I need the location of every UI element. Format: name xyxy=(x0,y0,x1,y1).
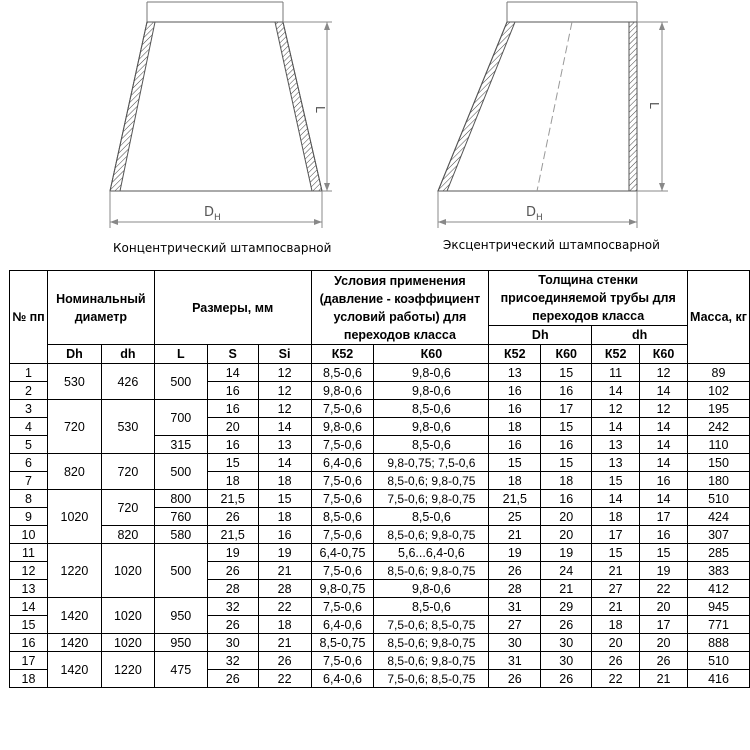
cell-mass: 307 xyxy=(688,526,750,544)
cell-mass: 195 xyxy=(688,400,750,418)
cell-dh: 1020 xyxy=(101,634,154,652)
concentric-diameter-label: $D_Н$ xyxy=(204,205,221,223)
cell-k60: 8,5-0,6 xyxy=(374,508,489,526)
cell-no: 11 xyxy=(10,544,48,562)
cell-k60: 8,5-0,6; 9,8-0,75 xyxy=(374,472,489,490)
cell-wall: 20 xyxy=(592,634,640,652)
concentric-length-label: L xyxy=(313,106,327,113)
cell-dh: 820 xyxy=(101,526,154,544)
cell-Si: 21 xyxy=(258,634,311,652)
cell-wall: 15 xyxy=(541,418,592,436)
cell-k52: 6,4-0,6 xyxy=(311,454,374,472)
cell-S: 21,5 xyxy=(207,490,258,508)
cell-k52: 8,5-0,6 xyxy=(311,508,374,526)
cell-mass: 180 xyxy=(688,472,750,490)
cell-wall: 21 xyxy=(541,580,592,598)
cell-no: 8 xyxy=(10,490,48,508)
header-no: № пп xyxy=(10,271,48,364)
cell-wall: 26 xyxy=(541,616,592,634)
cell-Dh: 1420 xyxy=(47,652,101,688)
cell-Si: 12 xyxy=(258,400,311,418)
cell-wall: 12 xyxy=(592,400,640,418)
cell-no: 4 xyxy=(10,418,48,436)
cell-Si: 14 xyxy=(258,418,311,436)
cell-Dh: 1420 xyxy=(47,634,101,652)
cell-k60: 9,8-0,6 xyxy=(374,382,489,400)
cell-wall: 21 xyxy=(592,598,640,616)
cell-dh: 720 xyxy=(101,454,154,490)
header-wall-dh-K60: К60 xyxy=(640,345,688,364)
table-row xyxy=(10,490,750,508)
cell-wall: 16 xyxy=(541,490,592,508)
cell-Dh: 720 xyxy=(47,400,101,454)
cell-wall: 13 xyxy=(592,454,640,472)
cell-Si: 28 xyxy=(258,580,311,598)
cell-wall: 29 xyxy=(541,598,592,616)
cell-dh: 1020 xyxy=(101,544,154,598)
header-wall-Dh-K60: К60 xyxy=(541,345,592,364)
cell-wall: 31 xyxy=(489,652,541,670)
cell-wall: 16 xyxy=(640,472,688,490)
table-row xyxy=(10,598,750,616)
cell-S: 19 xyxy=(207,544,258,562)
table-row xyxy=(10,634,750,652)
table-row xyxy=(10,364,750,382)
cell-k60: 8,5-0,6; 9,8-0,75 xyxy=(374,526,489,544)
cell-L: 760 xyxy=(154,508,207,526)
cell-wall: 11 xyxy=(592,364,640,382)
cell-k60: 9,8-0,6 xyxy=(374,580,489,598)
cell-L: 950 xyxy=(154,598,207,634)
cell-wall: 13 xyxy=(489,364,541,382)
header-wall-dh-K52: К52 xyxy=(592,345,640,364)
cell-k52: 7,5-0,6 xyxy=(311,400,374,418)
reducer-drawings xyxy=(0,0,750,270)
cell-wall: 30 xyxy=(541,634,592,652)
cell-S: 18 xyxy=(207,472,258,490)
table-row xyxy=(10,526,750,544)
cell-wall: 19 xyxy=(640,562,688,580)
cell-Si: 26 xyxy=(258,652,311,670)
cell-k60: 8,5-0,6; 9,8-0,75 xyxy=(374,634,489,652)
cell-wall: 17 xyxy=(541,400,592,418)
cell-k52: 7,5-0,6 xyxy=(311,652,374,670)
cell-k52: 9,8-0,75 xyxy=(311,580,374,598)
cell-wall: 21,5 xyxy=(489,490,541,508)
cell-S: 30 xyxy=(207,634,258,652)
cell-Si: 18 xyxy=(258,508,311,526)
cell-k60: 8,5-0,6 xyxy=(374,598,489,616)
cell-no: 7 xyxy=(10,472,48,490)
table-row xyxy=(10,454,750,472)
cell-Si: 13 xyxy=(258,436,311,454)
cell-k60: 7,5-0,6; 8,5-0,75 xyxy=(374,616,489,634)
cell-S: 16 xyxy=(207,436,258,454)
cell-wall: 13 xyxy=(592,436,640,454)
cell-L: 580 xyxy=(154,526,207,544)
cell-wall: 12 xyxy=(640,364,688,382)
header-L: L xyxy=(154,345,207,364)
cell-Si: 14 xyxy=(258,454,311,472)
eccentric-length-label: L xyxy=(647,102,661,109)
cell-no: 13 xyxy=(10,580,48,598)
cell-k60: 7,5-0,6; 8,5-0,75 xyxy=(374,670,489,688)
cell-L: 800 xyxy=(154,490,207,508)
cell-wall: 26 xyxy=(640,652,688,670)
header-K60: К60 xyxy=(374,345,489,364)
cell-wall: 14 xyxy=(640,490,688,508)
cell-S: 26 xyxy=(207,562,258,580)
cell-k52: 7,5-0,6 xyxy=(311,472,374,490)
cell-wall: 18 xyxy=(592,508,640,526)
table-row xyxy=(10,400,750,418)
cell-k60: 7,5-0,6; 9,8-0,75 xyxy=(374,490,489,508)
cell-k60: 8,5-0,6 xyxy=(374,400,489,418)
cell-S: 26 xyxy=(207,616,258,634)
reducer-spec-table xyxy=(9,270,750,688)
cell-Si: 21 xyxy=(258,562,311,580)
cell-k60: 9,8-0,6 xyxy=(374,364,489,382)
cell-k52: 6,4-0,75 xyxy=(311,544,374,562)
table-row xyxy=(10,544,750,562)
cell-mass: 150 xyxy=(688,454,750,472)
cell-wall: 17 xyxy=(592,526,640,544)
header-wall-Dh-K52: К52 xyxy=(489,345,541,364)
cell-L: 475 xyxy=(154,652,207,688)
cell-k52: 7,5-0,6 xyxy=(311,436,374,454)
cell-wall: 25 xyxy=(489,508,541,526)
cell-wall: 18 xyxy=(541,472,592,490)
cell-mass: 771 xyxy=(688,616,750,634)
cell-dh: 530 xyxy=(101,400,154,454)
cell-wall: 16 xyxy=(489,382,541,400)
header-S: S xyxy=(207,345,258,364)
cell-no: 6 xyxy=(10,454,48,472)
cell-Si: 22 xyxy=(258,598,311,616)
header-nominal-diameter: Номинальный диаметр xyxy=(47,271,154,345)
cell-Si: 18 xyxy=(258,472,311,490)
cell-dh: 1020 xyxy=(101,598,154,634)
cell-wall: 20 xyxy=(541,508,592,526)
header-dh: dh xyxy=(101,345,154,364)
cell-S: 21,5 xyxy=(207,526,258,544)
cell-mass: 416 xyxy=(688,670,750,688)
cell-wall: 27 xyxy=(489,616,541,634)
cell-wall: 30 xyxy=(541,652,592,670)
cell-Dh: 530 xyxy=(47,364,101,400)
cell-wall: 26 xyxy=(592,652,640,670)
cell-k52: 8,5-0,6 xyxy=(311,364,374,382)
cell-k60: 8,5-0,6; 9,8-0,75 xyxy=(374,652,489,670)
cell-wall: 21 xyxy=(640,670,688,688)
cell-no: 5 xyxy=(10,436,48,454)
cell-wall: 19 xyxy=(541,544,592,562)
cell-wall: 20 xyxy=(640,598,688,616)
cell-k52: 7,5-0,6 xyxy=(311,562,374,580)
cell-k52: 9,8-0,6 xyxy=(311,418,374,436)
cell-mass: 102 xyxy=(688,382,750,400)
header-conditions: Условия применения (давление - коэффициент условий работы) для переходов класса xyxy=(311,271,489,345)
cell-no: 15 xyxy=(10,616,48,634)
cell-mass: 424 xyxy=(688,508,750,526)
cell-mass: 510 xyxy=(688,490,750,508)
cell-wall: 14 xyxy=(592,490,640,508)
cell-no: 12 xyxy=(10,562,48,580)
cell-no: 16 xyxy=(10,634,48,652)
cell-S: 32 xyxy=(207,598,258,616)
cell-wall: 31 xyxy=(489,598,541,616)
cell-Si: 18 xyxy=(258,616,311,634)
cell-wall: 14 xyxy=(640,382,688,400)
cell-wall: 15 xyxy=(541,364,592,382)
cell-Dh: 820 xyxy=(47,454,101,490)
cell-L: 700 xyxy=(154,400,207,436)
header-wall-dh: dh xyxy=(592,326,688,345)
cell-wall: 22 xyxy=(592,670,640,688)
cell-wall: 15 xyxy=(541,454,592,472)
drawings-area xyxy=(0,0,750,270)
cell-wall: 16 xyxy=(541,436,592,454)
cell-wall: 17 xyxy=(640,616,688,634)
cell-L: 500 xyxy=(154,544,207,598)
cell-wall: 26 xyxy=(489,562,541,580)
cell-Si: 16 xyxy=(258,526,311,544)
cell-wall: 14 xyxy=(640,454,688,472)
header-wall: Толщина стенки присоединяемой трубы для переходов класса xyxy=(489,271,688,326)
cell-k60: 9,8-0,75; 7,5-0,6 xyxy=(374,454,489,472)
cell-wall: 12 xyxy=(640,400,688,418)
cell-no: 10 xyxy=(10,526,48,544)
cell-wall: 28 xyxy=(489,580,541,598)
cell-wall: 16 xyxy=(640,526,688,544)
cell-wall: 16 xyxy=(489,436,541,454)
cell-S: 15 xyxy=(207,454,258,472)
cell-k60: 8,5-0,6 xyxy=(374,436,489,454)
cell-wall: 30 xyxy=(489,634,541,652)
cell-no: 1 xyxy=(10,364,48,382)
cell-mass: 888 xyxy=(688,634,750,652)
cell-S: 26 xyxy=(207,508,258,526)
cell-wall: 24 xyxy=(541,562,592,580)
cell-k52: 6,4-0,6 xyxy=(311,616,374,634)
cell-wall: 15 xyxy=(489,454,541,472)
eccentric-diameter-label: $D_Н$ xyxy=(526,205,543,223)
cell-wall: 15 xyxy=(640,544,688,562)
cell-wall: 14 xyxy=(640,418,688,436)
cell-wall: 15 xyxy=(592,544,640,562)
cell-no: 17 xyxy=(10,652,48,670)
cell-Si: 15 xyxy=(258,490,311,508)
cell-wall: 16 xyxy=(489,400,541,418)
cell-wall: 15 xyxy=(592,472,640,490)
cell-wall: 14 xyxy=(592,382,640,400)
cell-k52: 8,5-0,75 xyxy=(311,634,374,652)
cell-k52: 7,5-0,6 xyxy=(311,598,374,616)
cell-Dh: 1420 xyxy=(47,598,101,634)
cell-dh: 426 xyxy=(101,364,154,400)
cell-Dh: 1220 xyxy=(47,544,101,598)
cell-wall: 21 xyxy=(489,526,541,544)
cell-no: 9 xyxy=(10,508,48,526)
cell-dh: 1220 xyxy=(101,652,154,688)
cell-wall: 26 xyxy=(541,670,592,688)
cell-S: 20 xyxy=(207,418,258,436)
cell-no: 18 xyxy=(10,670,48,688)
cell-L: 950 xyxy=(154,634,207,652)
cell-no: 3 xyxy=(10,400,48,418)
cell-mass: 945 xyxy=(688,598,750,616)
cell-no: 14 xyxy=(10,598,48,616)
cell-wall: 27 xyxy=(592,580,640,598)
cell-mass: 383 xyxy=(688,562,750,580)
cell-mass: 412 xyxy=(688,580,750,598)
header-Dh: Dh xyxy=(47,345,101,364)
cell-mass: 89 xyxy=(688,364,750,382)
cell-wall: 16 xyxy=(541,382,592,400)
cell-wall: 17 xyxy=(640,508,688,526)
header-sizes: Размеры, мм xyxy=(154,271,311,345)
cell-S: 32 xyxy=(207,652,258,670)
cell-k52: 7,5-0,6 xyxy=(311,490,374,508)
cell-wall: 18 xyxy=(489,418,541,436)
concentric-reducer-drawing xyxy=(110,2,332,228)
cell-Dh: 1020 xyxy=(47,490,101,544)
cell-Si: 12 xyxy=(258,364,311,382)
cell-S: 26 xyxy=(207,670,258,688)
cell-k60: 5,6...6,4-0,6 xyxy=(374,544,489,562)
cell-Si: 12 xyxy=(258,382,311,400)
cell-S: 28 xyxy=(207,580,258,598)
cell-wall: 19 xyxy=(489,544,541,562)
eccentric-reducer-drawing xyxy=(438,2,668,228)
cell-mass: 242 xyxy=(688,418,750,436)
cell-wall: 18 xyxy=(489,472,541,490)
cell-wall: 14 xyxy=(592,418,640,436)
header-wall-Dh: Dh xyxy=(489,326,592,345)
cell-S: 14 xyxy=(207,364,258,382)
header-mass: Масса, кг xyxy=(688,271,750,364)
header-K52: К52 xyxy=(311,345,374,364)
cell-dh: 720 xyxy=(101,490,154,526)
cell-wall: 21 xyxy=(592,562,640,580)
cell-Si: 22 xyxy=(258,670,311,688)
cell-no: 2 xyxy=(10,382,48,400)
cell-wall: 26 xyxy=(489,670,541,688)
eccentric-caption: Эксцентрический штампосварной xyxy=(443,238,660,252)
cell-k52: 6,4-0,6 xyxy=(311,670,374,688)
header-Si: Si xyxy=(258,345,311,364)
cell-k52: 7,5-0,6 xyxy=(311,526,374,544)
cell-L: 500 xyxy=(154,364,207,400)
cell-wall: 22 xyxy=(640,580,688,598)
cell-wall: 20 xyxy=(541,526,592,544)
cell-mass: 110 xyxy=(688,436,750,454)
cell-S: 16 xyxy=(207,400,258,418)
cell-wall: 20 xyxy=(640,634,688,652)
cell-L: 500 xyxy=(154,454,207,490)
cell-k60: 9,8-0,6 xyxy=(374,418,489,436)
cell-k60: 8,5-0,6; 9,8-0,75 xyxy=(374,562,489,580)
table-row xyxy=(10,652,750,670)
cell-Si: 19 xyxy=(258,544,311,562)
cell-k52: 9,8-0,6 xyxy=(311,382,374,400)
cell-mass: 285 xyxy=(688,544,750,562)
cell-L: 315 xyxy=(154,436,207,454)
cell-wall: 18 xyxy=(592,616,640,634)
cell-S: 16 xyxy=(207,382,258,400)
cell-wall: 14 xyxy=(640,436,688,454)
cell-mass: 510 xyxy=(688,652,750,670)
concentric-caption: Концентрический штампосварной xyxy=(113,241,332,255)
